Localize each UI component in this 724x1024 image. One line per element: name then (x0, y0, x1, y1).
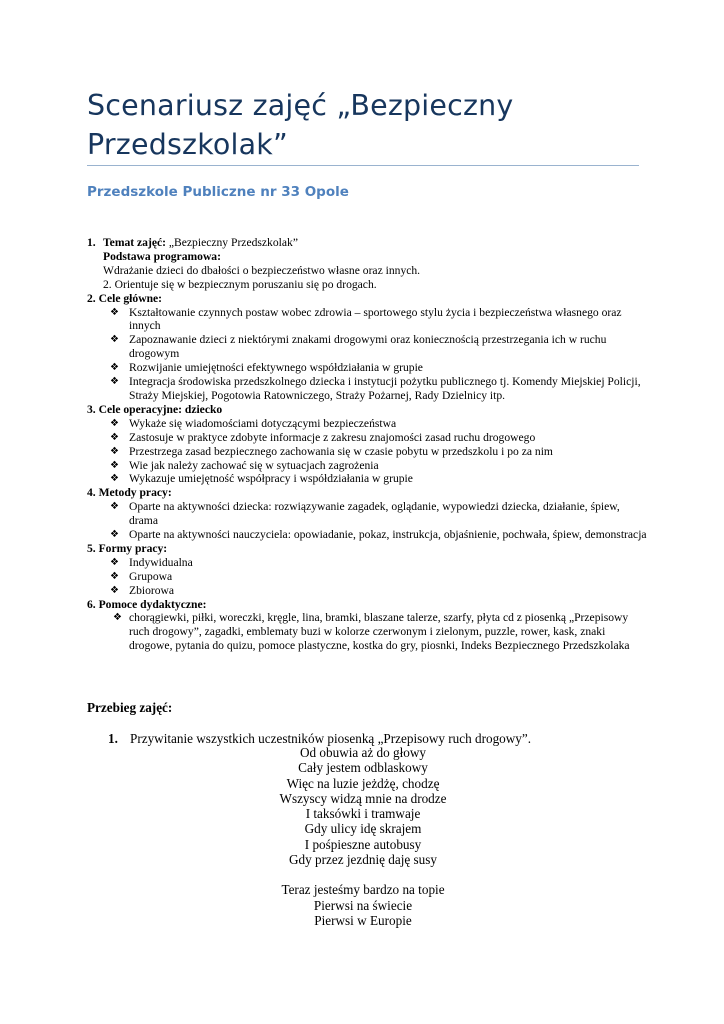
step-text: Przywitanie wszystkich uczestników piosenką „Przepisowy ruch drogowy”. (130, 731, 532, 746)
list-item: ❖ Zbiorowa (110, 583, 175, 597)
diamond-bullet-icon: ❖ (110, 570, 119, 582)
diamond-bullet-icon: ❖ (110, 362, 119, 374)
lesson-course-section (87, 700, 647, 746)
lyric-line: Gdy ulicy idę skrajem (304, 821, 422, 837)
topic-value: „Bezpieczny Przedszkolak” (165, 236, 298, 249)
page-subtitle: Przedszkole Publiczne nr 33 Opole (87, 184, 349, 200)
curriculum-label: Podstawa programowa: (103, 249, 221, 263)
list-item: ❖ Zapoznawanie dzieci z niektórymi znakami drogowymi oraz koniecznością przestrzegania ich w ruchu drogowym (110, 333, 607, 361)
lyric-line: I taksówki i tramwaje (305, 806, 421, 822)
topic-line (87, 236, 647, 250)
topic-number: 1. (87, 236, 96, 249)
diamond-bullet-icon: ❖ (110, 501, 119, 513)
diamond-bullet-icon: ❖ (113, 612, 122, 624)
diamond-bullet-icon: ❖ (110, 529, 119, 541)
lyric-line: Gdy przez jezdnię daję susy (289, 852, 437, 868)
lyric-line: I pośpieszne autobusy (304, 836, 422, 852)
list-item: ❖ Wykazuje umiejętność współpracy i współdziałania w grupie (110, 472, 413, 486)
methods-heading: 4. Metody pracy: (87, 486, 172, 500)
page-title: Scenariusz zajęć „Bezpieczny Przedszkolak” (87, 89, 514, 161)
list-item: ❖ Rozwijanie umiejętności efektywnego współdziałania w grupie (110, 361, 423, 375)
list-item: ❖ Integracja środowiska przedszkolnego dziecka i instytucji pożytku publicznego tj. Komendy Miejskiej Policji, Straży Miejskiej, Pogotowia Ratowniczego, Straży Pożarnej, Rady Dzielnicy itp. (110, 375, 641, 402)
lyric-line: Więc na luzie jeżdżę, chodzę (286, 775, 440, 791)
lyric-line: Wszyscy widzą mnie na drodze (279, 790, 447, 806)
lyric-line: Pierwsi w Europie (314, 912, 412, 928)
operational-goals-heading: 3. Cele operacyjne: dziecko (87, 402, 223, 416)
diamond-bullet-icon: ❖ (110, 417, 119, 429)
curriculum-line-1: Wdrażanie dzieci do dbałości o bezpieczeństwo własne oraz innych. (103, 263, 421, 277)
lyric-line: Pierwsi na świecie (313, 897, 413, 913)
list-item: ❖ Oparte na aktywności nauczyciela: opowiadanie, pokaz, instrukcja, objaśnienie, pochwała, śpiew, demonstracja (110, 528, 647, 542)
lyric-line: Teraz jesteśmy bardzo na topie (281, 882, 445, 898)
curriculum-line-2: 2. Orientuje się w bezpiecznym poruszaniu się po drogach. (103, 277, 377, 291)
diamond-bullet-icon: ❖ (110, 376, 119, 388)
teaching-aids-heading: 6. Pomoce dydaktyczne: (87, 597, 207, 611)
song-lyrics (87, 745, 639, 928)
lesson-plan-body (87, 236, 647, 653)
list-item: ❖ Przestrzega zasad bezpiecznego zachowania się w czasie pobytu w przedszkolu i po za nim (110, 444, 553, 458)
list-item: ❖ Indywidualna (110, 555, 193, 569)
list-item: ❖ Grupowa (110, 569, 173, 583)
title-divider (87, 165, 639, 166)
topic-label: Temat zajęć: (103, 236, 166, 249)
diamond-bullet-icon: ❖ (110, 306, 119, 318)
forms-heading: 5. Formy pracy: (87, 541, 168, 555)
diamond-bullet-icon: ❖ (110, 556, 119, 568)
lyric-line: Cały jestem odblaskowy (298, 760, 428, 776)
list-item: ❖ Oparte na aktywności dziecka: rozwiązywanie zagadek, oglądanie, wypowiedzi dziecka, działanie, śpiew, drama (110, 500, 620, 528)
list-item: ❖ Zastosuje w praktyce zdobyte informacje z zakresu znajomości zasad ruchu drogowego (110, 430, 536, 444)
main-goals-heading: 2. Cele główne: (87, 291, 163, 305)
diamond-bullet-icon: ❖ (110, 459, 119, 471)
list-item: ❖ Wykaże się wiadomościami dotyczącymi bezpieczeństwa (110, 416, 397, 430)
diamond-bullet-icon: ❖ (110, 431, 119, 443)
list-item: ❖ Wie jak należy zachować się w sytuacjach zagrożenia (110, 458, 379, 472)
lesson-course-heading: Przebieg zajęć: (87, 700, 173, 715)
diamond-bullet-icon: ❖ (110, 445, 119, 457)
diamond-bullet-icon: ❖ (110, 473, 119, 485)
step-number: 1. (108, 731, 118, 746)
lyric-line: Od obuwia aż do głowy (300, 745, 426, 760)
list-item: ❖ chorągiewki, piłki, woreczki, kręgle, lina, bramki, blaszane talerze, szarfy, płyta cd z piosenką „Przepisowy ruch drogowy”, zagadki, emblematy buzi w kolorze czerwonym i zielonym, puzzle, rower, kask, znaki drogowe, pytania do quizu, pomoce plastyczne, kostka do gry, piosnki, Indeks Bezpiecznego Przedszkolaka (113, 611, 630, 653)
diamond-bullet-icon: ❖ (110, 334, 119, 346)
stanza-gap (87, 867, 639, 882)
list-item: ❖ Kształtowanie czynnych postaw wobec zdrowia – sportowego stylu życia i bezpieczeństwa własnego oraz innych (110, 305, 622, 333)
diamond-bullet-icon: ❖ (110, 584, 119, 596)
